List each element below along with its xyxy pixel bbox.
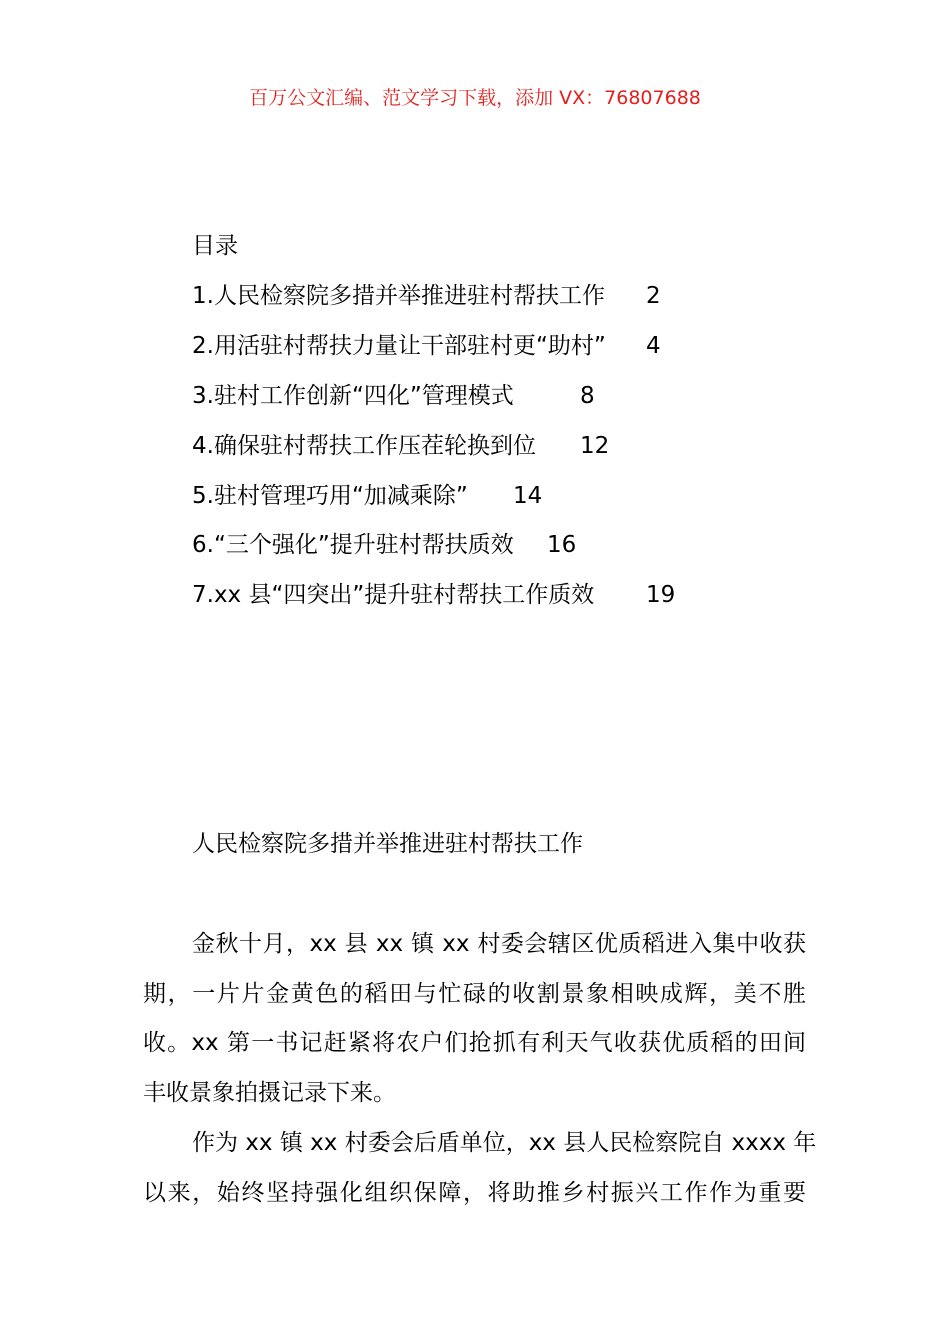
toc-page-number: 19 [646,582,676,608]
toc-item[interactable]: 7.xx 县“四突出”提升驻村帮扶工作质效 [192,582,595,608]
toc-item[interactable]: 2.用活驻村帮扶力量让干部驻村更“助村” [192,333,606,359]
toc-page-number: 4 [646,333,661,359]
paragraph-line: 金秋十月，xx 县 xx 镇 xx 村委会辖区优质稻进入集中收获 [192,931,806,957]
toc-page-number: 8 [580,383,595,409]
toc-page-number: 16 [547,532,577,558]
toc-page-number: 14 [513,483,543,509]
paragraph-line: 期，一片片金黄色的稻田与忙碌的收割景象相映成辉，美不胜 [143,981,806,1007]
toc-item[interactable]: 1.人民检察院多措并举推进驻村帮扶工作 [192,283,605,309]
toc-item[interactable]: 3.驻村工作创新“四化”管理模式 [192,383,514,409]
paragraph-line: 收。xx 第一书记赶紧将农户们抢抓有利天气收获优质稻的田间 [143,1030,806,1056]
toc-item[interactable]: 4.确保驻村帮扶工作压茬轮换到位 [192,433,536,459]
toc-title: 目录 [192,233,238,259]
toc-item[interactable]: 5.驻村管理巧用“加减乘除” [192,483,468,509]
paragraph-line: 以来，始终坚持强化组织保障，将助推乡村振兴工作作为重要 [143,1180,806,1206]
toc-page-number: 2 [646,283,661,309]
watermark-header: 百万公文汇编、范文学习下载，添加 VX：76807688 [249,87,701,109]
article-title: 人民检察院多措并举推进驻村帮扶工作 [192,831,583,857]
toc-item[interactable]: 6.“三个强化”提升驻村帮扶质效 [192,532,514,558]
paragraph-line: 作为 xx 镇 xx 村委会后盾单位，xx 县人民检察院自 xxxx 年 [192,1130,817,1156]
paragraph-line: 丰收景象拍摄记录下来。 [143,1080,396,1106]
toc-page-number: 12 [580,433,610,459]
